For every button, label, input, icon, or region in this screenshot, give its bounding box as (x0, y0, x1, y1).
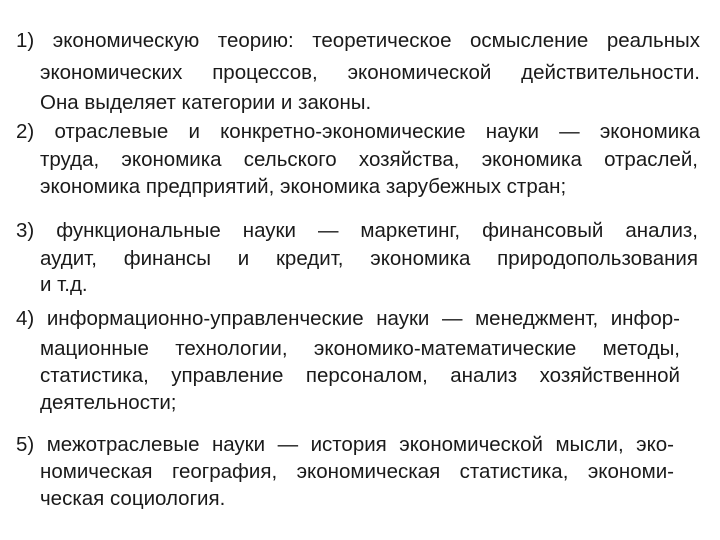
item-3-line-3: и т.д. (40, 273, 88, 296)
item-1-line-2: экономических процессов, экономической действительности. (40, 61, 700, 84)
item-4-line-3: статистика, управление персоналом, анализ хозяйственной (40, 364, 680, 387)
item-3-line-2: аудит, финансы и кредит, экономика природопользования (40, 247, 698, 270)
item-2-line-2: труда, экономика сельского хозяйства, экономика отраслей, (40, 148, 698, 171)
item-2-line-3: экономика предприятий, экономика зарубежных стран; (40, 175, 567, 198)
item-5-line-2: номическая география, экономическая статистика, экономи- (40, 460, 674, 483)
item-5-line-1: 5) межотраслевые науки — история экономической мысли, эко- (16, 433, 674, 456)
item-4-line-4: деятельности; (40, 391, 177, 414)
item-5-line-3: ческая социология. (40, 487, 226, 510)
item-4-line-2: мационные технологии, экономико-математические методы, (40, 337, 680, 360)
item-3-line-1: 3) функциональные науки — маркетинг, финансовый анализ, (16, 219, 698, 242)
item-1-line-3: Она выделяет категории и законы. (40, 91, 372, 114)
item-1-line-1: 1) экономическую теорию: теоретическое осмысление реальных (16, 29, 700, 52)
item-2-line-1: 2) отраслевые и конкретно-экономические науки — экономика (16, 120, 700, 143)
item-4-line-1: 4) информационно-управленческие науки — менеджмент, инфор- (16, 307, 680, 330)
